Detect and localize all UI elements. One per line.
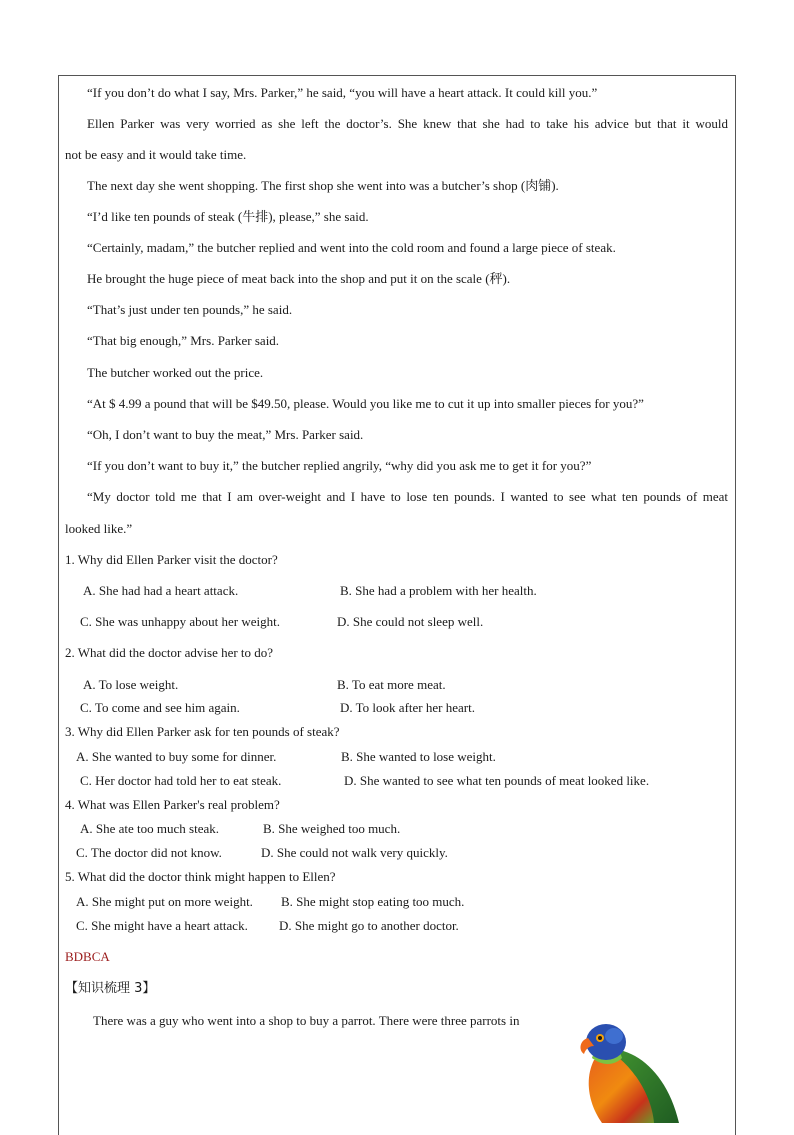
story-paragraph-2-line-1: Ellen Parker was very worried as she left the doctor’s. She knew that she had to take his advice but that it would: [87, 116, 728, 131]
question-1-option-c: C. She was unhappy about her weight.: [80, 614, 281, 629]
story-paragraph-4: “I’d like ten pounds of steak (牛排), please,” she said.: [87, 209, 369, 224]
question-5-option-d: D. She might go to another doctor.: [279, 918, 459, 933]
question-2-option-c: C. To come and see him again.: [80, 700, 240, 715]
question-3-option-b: B. She wanted to lose weight.: [341, 749, 496, 764]
story-paragraph-7: “That’s just under ten pounds,” he said.: [87, 302, 293, 317]
question-2-option-d: D. To look after her heart.: [340, 700, 475, 715]
question-4-option-a: A. She ate too much steak.: [80, 821, 219, 836]
story-paragraph-12: “If you don’t want to buy it,” the butcher replied angrily, “why did you ask me to get it for you?”: [87, 458, 592, 473]
story-paragraph-9: The butcher worked out the price.: [87, 365, 264, 380]
next-story-line: There was a guy who went into a shop to buy a parrot. There were three parrots in: [93, 1013, 520, 1028]
answer-key: BDBCA: [65, 949, 110, 964]
question-2: 2. What did the doctor advise her to do?: [65, 645, 274, 660]
story-paragraph-1: “If you don’t do what I say, Mrs. Parker,” he said, “you will have a heart attack. It could kill you.”: [87, 85, 598, 100]
question-4-option-c: C. The doctor did not know.: [76, 845, 222, 860]
question-3-option-c: C. Her doctor had told her to eat steak.: [80, 773, 282, 788]
story-paragraph-10: “At $ 4.99 a pound that will be $49.50, please. Would you like me to cut it up into smaller pieces for you?”: [87, 396, 644, 411]
question-1-option-b: B. She had a problem with her health.: [340, 583, 537, 598]
question-5-option-c: C. She might have a heart attack.: [76, 918, 248, 933]
question-4-option-b: B. She weighed too much.: [263, 821, 401, 836]
parrot-illustration: [574, 1020, 684, 1123]
question-5-option-b: B. She might stop eating too much.: [281, 894, 465, 909]
story-paragraph-13-line-1: “My doctor told me that I am over-weight and I have to lose ten pounds. I wanted to see what ten pounds of meat: [87, 489, 728, 504]
question-4: 4. What was Ellen Parker's real problem?: [65, 797, 280, 812]
story-paragraph-8: “That big enough,” Mrs. Parker said.: [87, 333, 280, 348]
question-2-option-a: A. To lose weight.: [83, 677, 179, 692]
story-paragraph-11: “Oh, I don’t want to buy the meat,” Mrs. Parker said.: [87, 427, 364, 442]
question-3-option-d: D. She wanted to see what ten pounds of meat looked like.: [344, 773, 650, 788]
question-3-option-a: A. She wanted to buy some for dinner.: [76, 749, 277, 764]
story-paragraph-6: He brought the huge piece of meat back into the shop and put it on the scale (秤).: [87, 271, 511, 286]
section-heading: 【知识梳理 3】: [65, 981, 156, 996]
question-1-option-d: D. She could not sleep well.: [337, 614, 484, 629]
story-paragraph-5: “Certainly, madam,” the butcher replied and went into the cold room and found a large piece of steak.: [87, 240, 616, 255]
story-paragraph-13-line-2: looked like.”: [65, 521, 133, 536]
question-5: 5. What did the doctor think might happen to Ellen?: [65, 869, 336, 884]
question-4-option-d: D. She could not walk very quickly.: [261, 845, 448, 860]
question-1: 1. Why did Ellen Parker visit the doctor?: [65, 552, 278, 567]
question-5-option-a: A. She might put on more weight.: [76, 894, 253, 909]
question-2-option-b: B. To eat more meat.: [337, 677, 446, 692]
content-frame: [58, 75, 736, 1135]
story-paragraph-3: The next day she went shopping. The first shop she went into was a butcher’s shop (肉铺).: [87, 178, 559, 193]
question-3: 3. Why did Ellen Parker ask for ten pounds of steak?: [65, 724, 340, 739]
question-1-option-a: A. She had had a heart attack.: [83, 583, 239, 598]
story-paragraph-2-line-2: not be easy and it would take time.: [65, 147, 247, 162]
